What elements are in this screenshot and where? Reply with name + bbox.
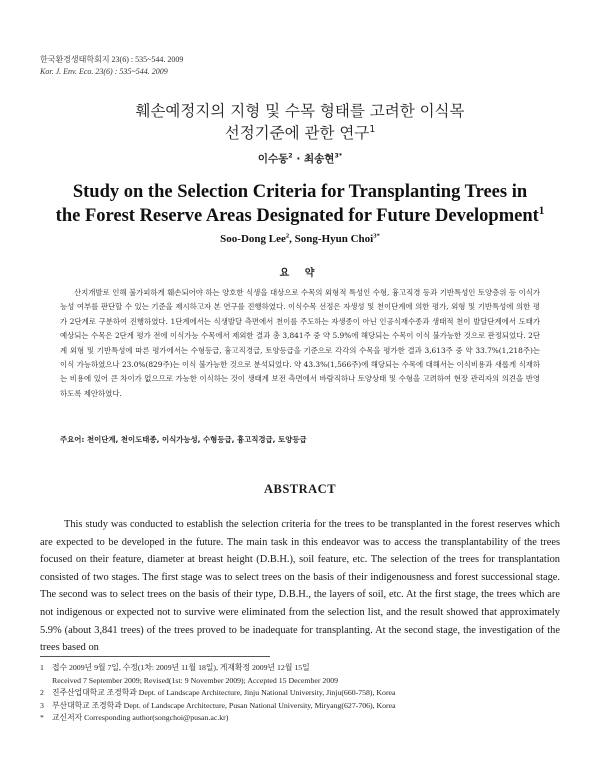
footnote-mark: 1 [40, 663, 44, 672]
footnote-divider [40, 656, 270, 657]
korean-abstract-heading: 요 약 [279, 268, 321, 279]
footnote-2 [40, 687, 560, 700]
korean-author-2-mark: 3* [334, 152, 343, 160]
korean-author-1-mark: 2 [288, 152, 293, 160]
korean-author-1: 이수동 [257, 153, 289, 165]
korean-title-line1: 훼손예정지의 지형 및 수목 형태를 고려한 이식목 [135, 102, 465, 120]
korean-abstract-body: 산지개발로 인해 불가피하게 훼손되어야 하는 양호한 식생을 대상으로 수목의 외형적 특성인 수형, 흉고직경 등과 기반특성인 토양층위 등 이식가능성 여부를 판단할 수 있는 기준을 제시하고자 본 연구를 진행하였다. 이식수목 선정은 자생성 및 천이단계에 의한 평가, 외형 및 기반특성에 의한 평가 2단계로 구분하여 진행하였다. 1단계에서는 식생발달 측면에서 천이를 주도하는 자생종이 아닌 인공식재수종과 생태적 천이 발달단계에서 도태가 예상되는 수목은 2단계 평가 전에 이식가능 수목에서 제외한 결과 총 3,841주 중 약 5.9%에 해당되는 수목이 이식 불가능한 것으로 판정되었다. 2단계 외형 및 기반특성에 따른 평가에서는 수형등급, 흉고직경급, 토양등급을 기준으로 각각의 수목을 평가한 결과 3,613주 중 약 33.7%(1,218주)는 이식 가능하였으나 23.0%(829주)는 이식 불가능한 것으로 분석되었다. 약 43.3%(1,566주)에 해당되는 수목에 대해서는 이식비용과 새롭게 식재하는 비용에 있어 큰 차이가 없으므로 가능한 이식하는 것이 생태계 보전 측면에서 바람직하나 토양상태 및 수형을 고려하여 현장 관리자의 의견을 반영하도록 제안하였다. [60, 288, 540, 398]
english-title [30, 180, 570, 228]
journal-citation-en: Kor. J. Env. Eco. 23(6) : 535~544. 2009 [40, 67, 168, 76]
korean-title [40, 100, 560, 144]
journal-citation-kr: 한국환경생태학회지 23(6) : 535~544. 2009 [40, 55, 184, 64]
english-author-separator: , [289, 233, 295, 245]
footnote-3 [40, 700, 560, 713]
korean-author-2: 최송현 [304, 153, 335, 165]
english-title-line2-text: the Forest Reserve Areas Designated for Future Development [55, 206, 539, 226]
english-author-1-mark: 2 [285, 232, 290, 240]
footnote-1 [40, 662, 560, 675]
footnote-mark: * [40, 713, 44, 723]
footnote-text: 접수 2009년 9월 7일, 수정(1차: 2009년 11월 18일), 게재확정 2009년 12월 15일 [52, 663, 310, 672]
journal-citation [40, 54, 183, 78]
footnote-text: 진주산업대학교 조경학과 Dept. of Landscape Architecture, Jinju National University, Jinju(660-758), Korea [52, 688, 396, 698]
footnote-text: 교신저자 Corresponding author(songchoi@pusan.ac.kr) [52, 713, 229, 723]
english-author-1: Soo-Dong Lee [220, 233, 286, 245]
footnote-mark [40, 675, 52, 688]
footnote-text: 부산대학교 조경학과 Dept. of Landscape Architecture, Pusan National University, Miryang(627-706), Korea [52, 700, 396, 710]
english-authors [40, 233, 560, 245]
korean-author-separator: · [292, 153, 304, 165]
footnotes [40, 662, 560, 725]
korean-title-line2-text: 선정기준에 관한 연구 [224, 124, 370, 142]
english-author-2: Song-Hyun Choi [294, 233, 374, 245]
korean-title-footnote-mark: 1 [369, 123, 376, 135]
english-abstract-body: This study was conducted to establish the selection criteria for the trees to be transplanted in the forest reserves which are expected to be developed in the future. The main task in this endeavor was to access the transplantability of the trees focused on their feature, diameter at breast height (D.B.H.), soil feature, etc. The selection of the trees for transplantation consisted of two stages. The first stage was to select trees on the basis of their indigenousness and forest successional stage. The second was to select trees on the basis of their type, D.B.H., the layers of soil, etc. At the first stage, the trees which are not indigenous or expected not to survive were eliminated from the selection list, and the result showed that approximately 5.9% (about 3,841 trees) of the trees proved to be inadequate for transplanting. At the second stage, the investigation of the trees based on [40, 519, 560, 654]
korean-keywords: 주요어: 천이단계, 천이도태종, 이식가능성, 수형등급, 흉고직경급, 토양등급 [60, 435, 307, 444]
english-abstract-heading: ABSTRACT [263, 482, 337, 496]
footnote-corresponding [40, 712, 560, 725]
korean-authors [40, 151, 560, 166]
footnote-mark: 3 [40, 700, 44, 710]
footnote-text: Received 7 September 2009; Revised(1st: 9 November 2009); Accepted 15 December 2009 [52, 675, 339, 685]
footnote-1-en [40, 675, 560, 688]
korean-title-line2 [40, 122, 560, 144]
footnote-mark: 2 [40, 688, 44, 698]
english-title-footnote-mark: 1 [538, 204, 545, 217]
english-title-line1: Study on the Selection Criteria for Transplanting Trees in [72, 182, 528, 202]
english-author-2-mark: 3* [373, 232, 380, 240]
english-title-line2 [30, 204, 570, 228]
